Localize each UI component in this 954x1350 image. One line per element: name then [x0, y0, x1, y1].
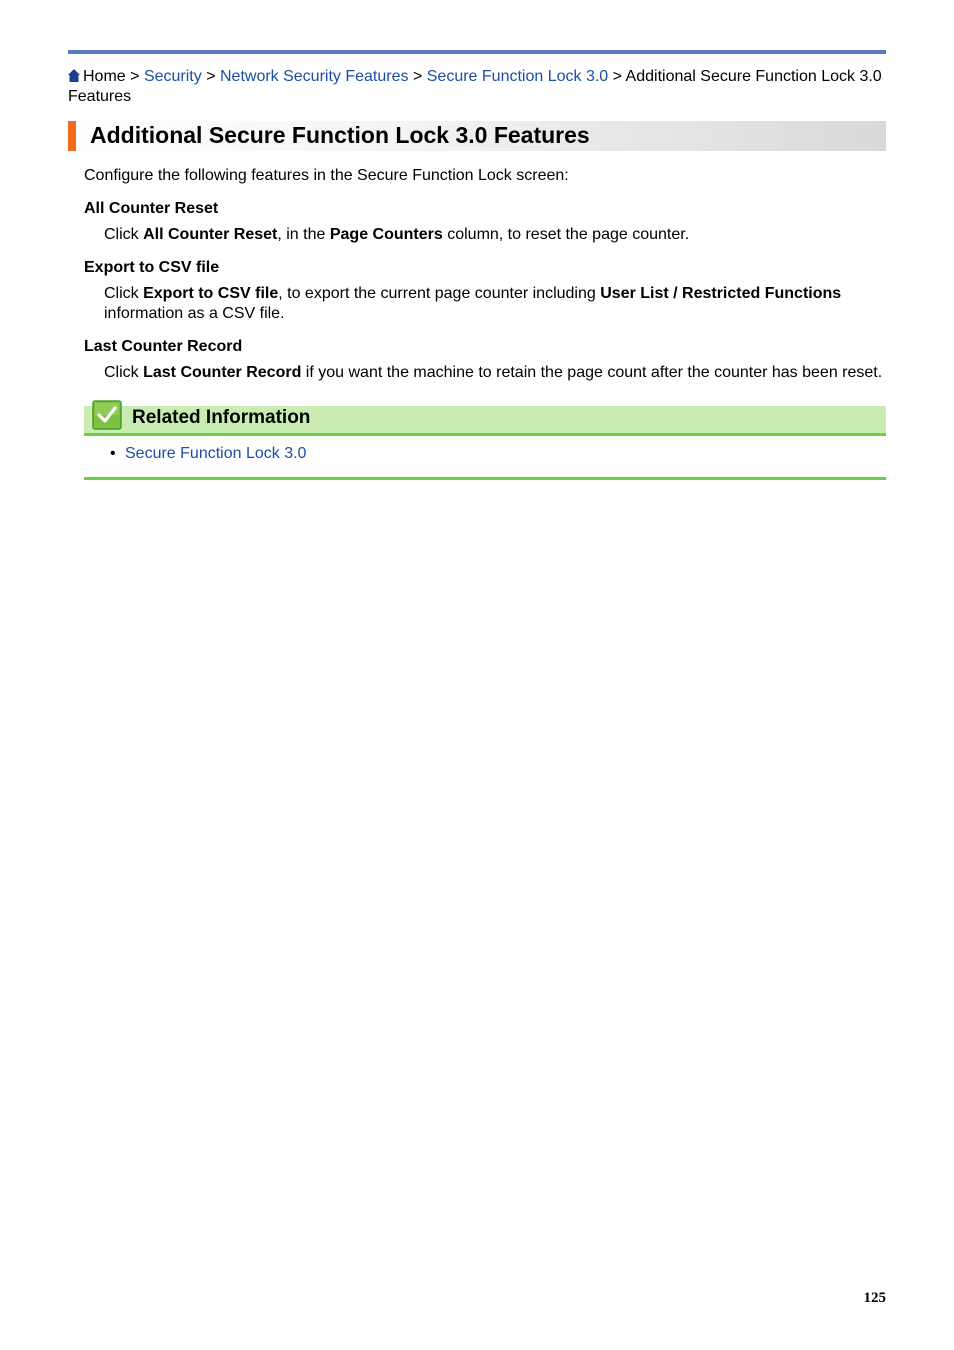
desc-bold: All Counter Reset	[143, 226, 278, 243]
title-accent	[68, 121, 76, 151]
breadcrumb-link-secure-function-lock[interactable]: Secure Function Lock 3.0	[426, 68, 609, 85]
desc-text: Click	[104, 226, 144, 243]
desc-last-counter-record	[84, 363, 886, 383]
breadcrumb-current: Additional Secure Function Lock 3.0 Features	[68, 68, 882, 105]
desc-bold: Last Counter Record	[143, 364, 302, 381]
related-title: Related Information	[132, 407, 311, 428]
term-last-counter-record: Last Counter Record	[84, 338, 243, 355]
desc-bold: Page Counters	[329, 226, 443, 243]
desc-export-to-csv	[84, 284, 886, 324]
desc-text: information as a CSV file.	[104, 305, 285, 322]
related-header	[84, 406, 886, 436]
title-bar	[68, 121, 886, 151]
page-title: Additional Secure Function Lock 3.0 Features	[90, 122, 590, 148]
content	[84, 166, 886, 383]
desc-text: column, to reset the page counter.	[442, 226, 690, 243]
breadcrumb-separator: >	[612, 68, 622, 85]
top-rule	[68, 50, 886, 54]
desc-text: Click	[104, 285, 144, 302]
desc-bold: Export to CSV file	[143, 285, 279, 302]
intro-text: Configure the following features in the Secure Function Lock screen:	[84, 167, 569, 184]
desc-text: , in the	[277, 226, 330, 243]
home-icon	[68, 69, 80, 82]
term-export-to-csv: Export to CSV file	[84, 259, 220, 276]
desc-text: if you want the machine to retain the page count after the counter has been reset.	[301, 364, 883, 381]
related-list	[84, 444, 886, 464]
breadcrumb-separator: >	[412, 68, 423, 85]
breadcrumb	[68, 67, 886, 107]
breadcrumb-home: Home	[83, 68, 126, 85]
breadcrumb-link-security[interactable]: Security	[143, 68, 202, 85]
term-all-counter-reset: All Counter Reset	[84, 200, 219, 217]
desc-text: , to export the current page counter including	[278, 285, 601, 302]
breadcrumb-separator: >	[130, 68, 140, 85]
related-information	[84, 406, 886, 480]
desc-text: Click	[104, 364, 144, 381]
page-number: 125	[863, 1290, 886, 1306]
breadcrumb-link-network-security-features[interactable]: Network Security Features	[219, 68, 409, 85]
bullet: •	[110, 445, 116, 462]
desc-bold: User List / Restricted Functions	[600, 285, 842, 302]
desc-all-counter-reset	[84, 225, 886, 245]
list-item	[110, 444, 886, 464]
related-bottom-rule	[84, 477, 886, 480]
breadcrumb-separator: >	[206, 68, 216, 85]
related-link-secure-function-lock[interactable]: Secure Function Lock 3.0	[125, 445, 307, 462]
check-icon	[92, 400, 122, 430]
